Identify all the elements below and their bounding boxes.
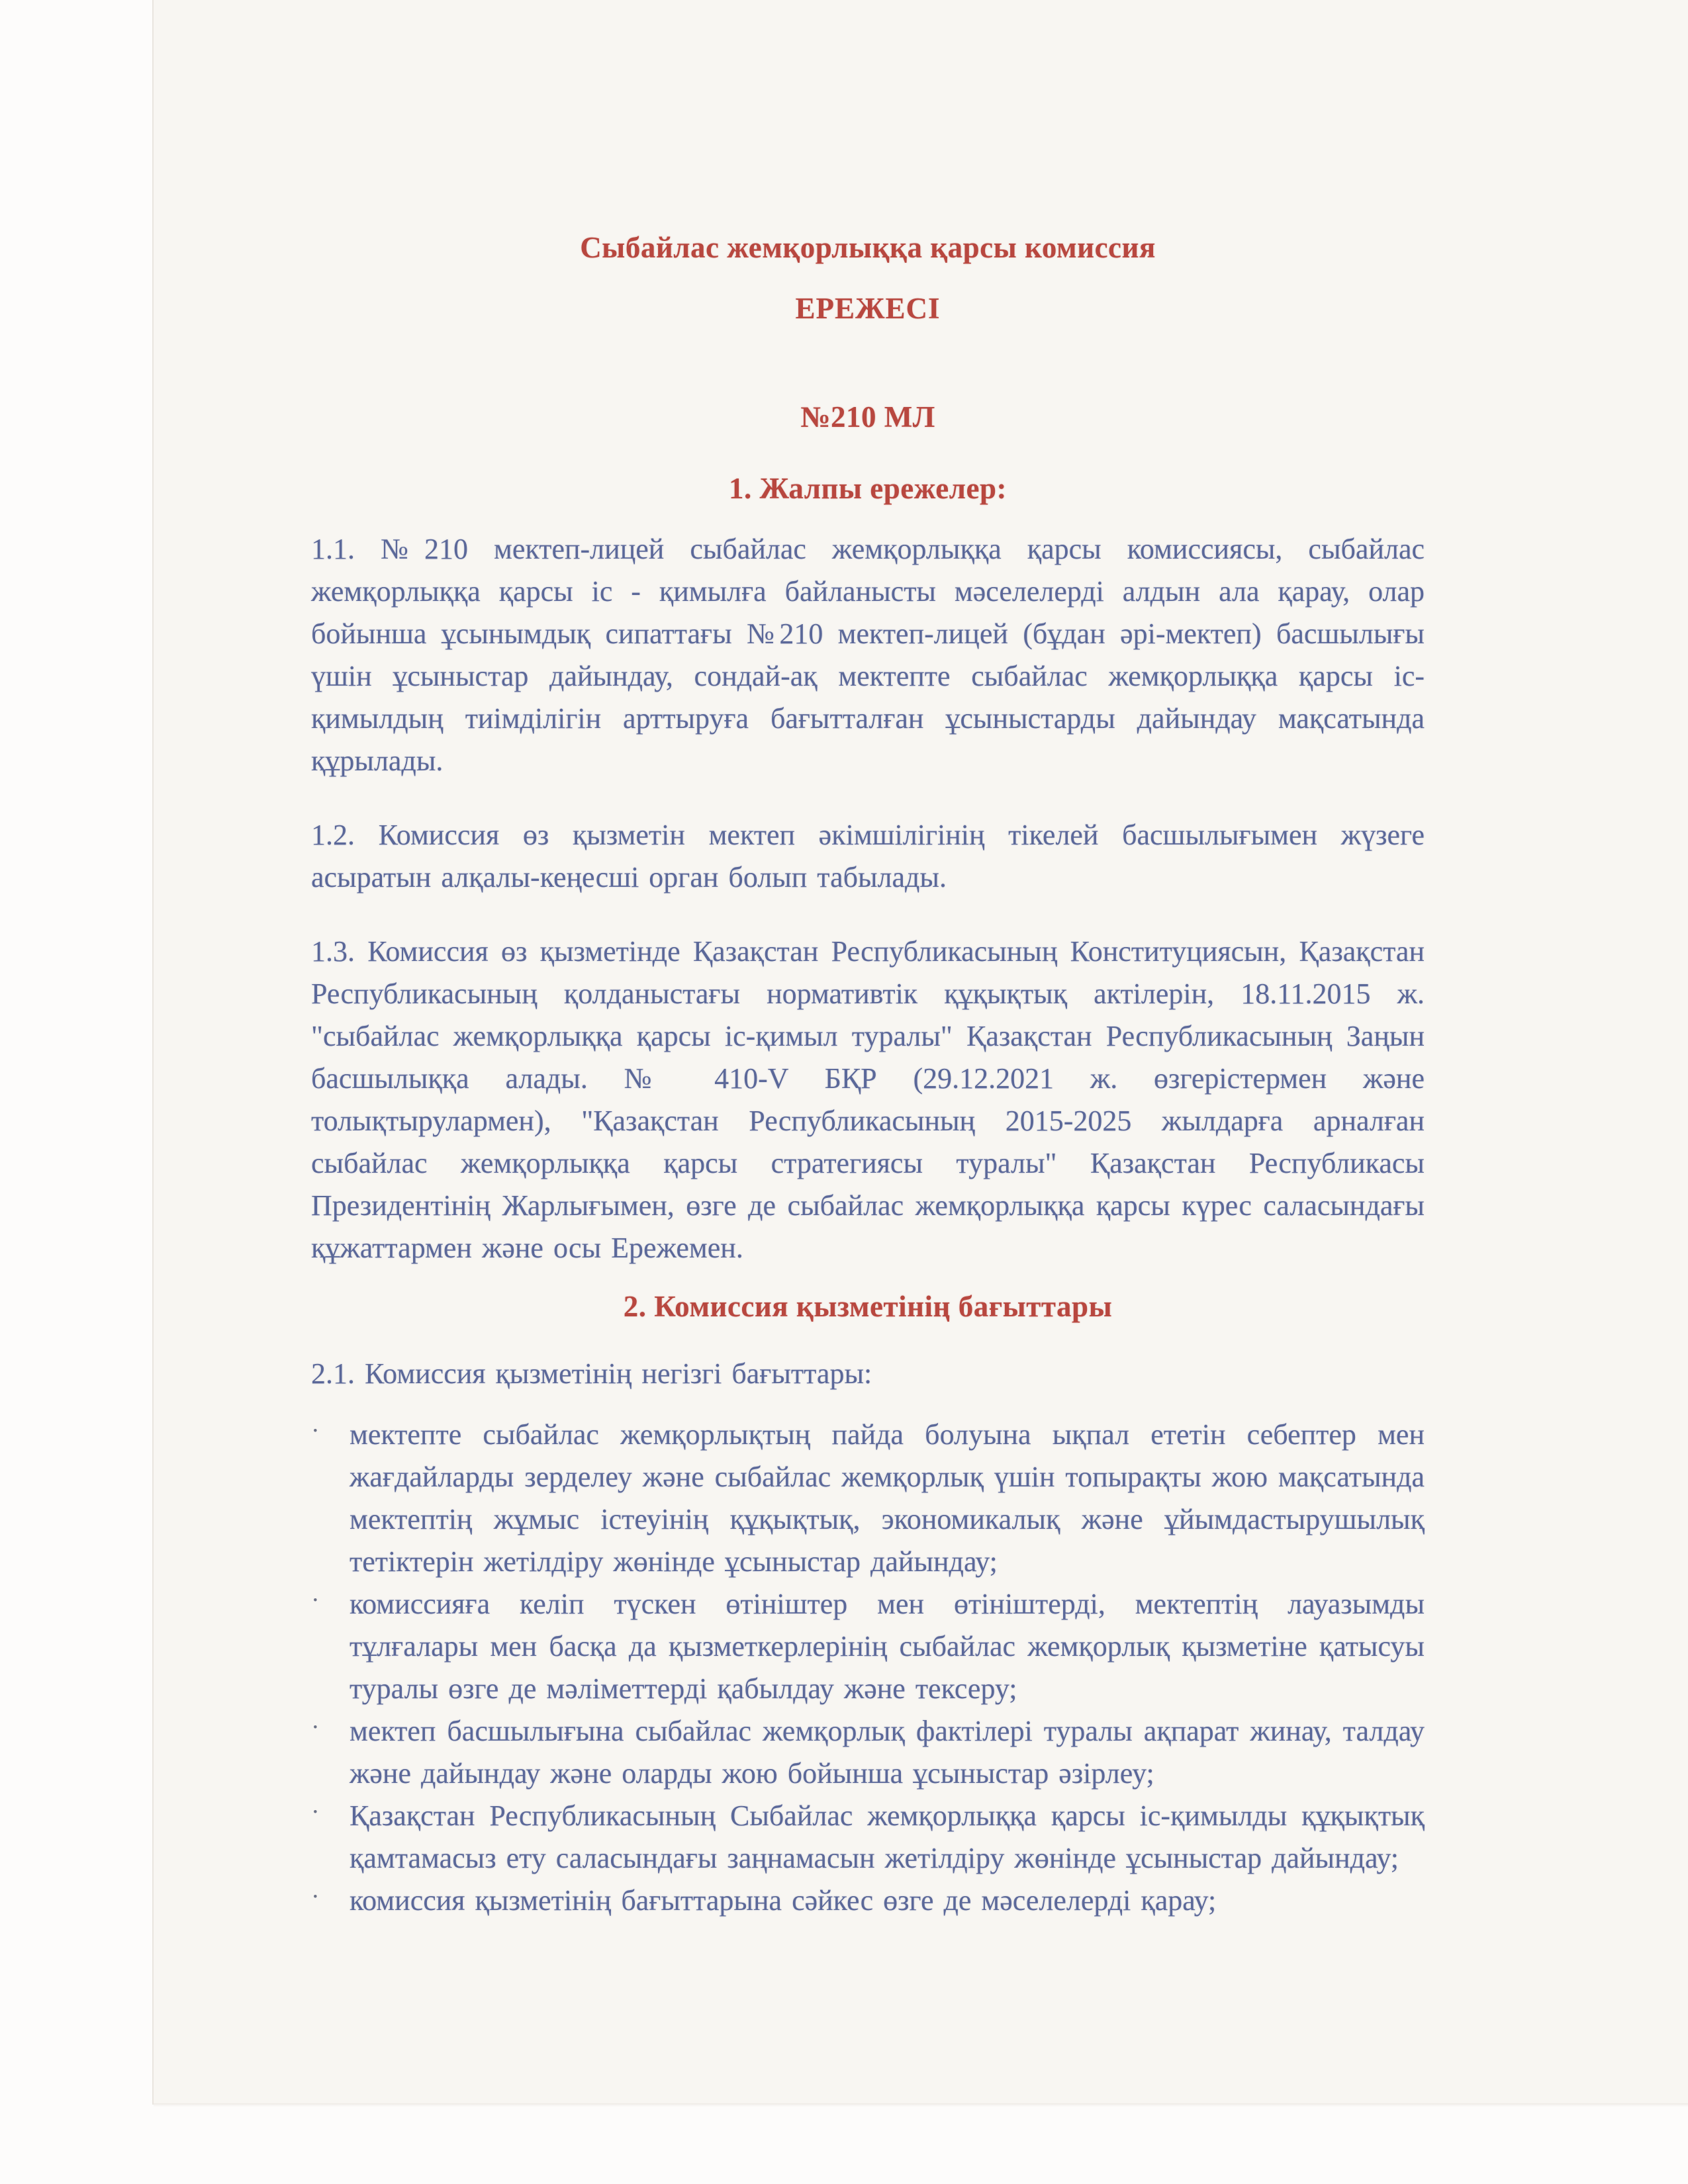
list-item-text: мектеп басшылығына сыбайлас жемқорлық фактілері туралы ақпарат жинау, талдау және дайындау және оларды жою бойынша ұсыныстар әзірлеу; xyxy=(350,1715,1425,1790)
list-item-text: мектепте сыбайлас жемқорлықтың пайда болуына ықпал ететін себептер мен жағдайларды зерделеу және сыбайлас жемқорлық үшін топырақты жою мақсатында мектептің жұмыс істеуінің құқықтық, экономикалық және ұйымдастырушылық тетіктерін жетілдіру жөнінде ұсыныстар дайындау; xyxy=(350,1418,1425,1578)
list-item-text: комиссия қызметінің бағыттарына сәйкес өзге де мәселелерді қарау; xyxy=(350,1884,1217,1917)
directions-list xyxy=(311,1414,1425,1922)
document-number: №210 МЛ xyxy=(800,400,935,433)
bullet-marker-icon: · xyxy=(311,1417,320,1445)
document-title: Сыбайлас жемқорлыққа қарсы комиссия xyxy=(580,231,1156,264)
paragraph-1-1: 1.1. №210 мектеп-лицей сыбайлас жемқорлыққа қарсы комиссиясы, сыбайлас жемқорлыққа қарсы іс - қимылға байланысты мәселелерді алдын ала қарау, олар бойынша ұсынымдық сипаттағы №210 мектеп-лицей (бұдан әрі-мектеп) басшылығы үшін ұсыныстар дайындау, сондай-ақ мектепте сыбайлас жемқорлыққа қарсы іс-қимылдың тиімділігін арттыруға бағытталған ұсыныстарды дайындау мақсатында құрылады. xyxy=(311,533,1425,777)
document-subtitle: ЕРЕЖЕСІ xyxy=(795,292,941,325)
list-item xyxy=(311,1795,1425,1880)
list-item xyxy=(311,1710,1425,1795)
bullet-marker-icon: · xyxy=(311,1713,320,1741)
list-item xyxy=(311,1880,1425,1922)
paragraph-1-2: 1.2. Комиссия өз қызметін мектеп әкімшілігінің тікелей басшылығымен жүзеге асыратын алқалы-кеңесші орган болып табылады. xyxy=(311,819,1425,893)
list-item-text: комиссияға келіп түскен өтініштер мен өтініштерді, мектептің лауазымды тұлғалары мен басқа да қызметкерлерінің сыбайлас жемқорлық қызметіне қатысуы туралы өзге де мәліметтерді қабылдау және тексеру; xyxy=(350,1588,1425,1705)
document-page xyxy=(152,0,1688,2105)
paragraph-1-3: 1.3. Комиссия өз қызметінде Қазақстан Республикасының Конституциясын, Қазақстан Республикасының қолданыстағы нормативтік құқықтық актілерін, 18.11.2015 ж. "сыбайлас жемқорлыққа қарсы іс-қимыл туралы" Қазақстан Республикасының Заңын басшылыққа алады. № 410-V БҚР (29.12.2021 ж. өзгерістермен және толықтырулармен), "Қазақстан Республикасының 2015-2025 жылдарға арналған сыбайлас жемқорлыққа қарсы стратегиясы туралы" Қазақстан Республикасы Президентінің Жарлығымен, өзге де сыбайлас жемқорлыққа қарсы күрес саласындағы құжаттармен және осы Ережемен. xyxy=(311,935,1425,1264)
bullet-marker-icon: · xyxy=(311,1883,320,1911)
section-2-heading: 2. Комиссия қызметінің бағыттары xyxy=(623,1290,1113,1323)
document-content xyxy=(311,0,1425,1922)
list-item xyxy=(311,1583,1425,1710)
bullet-marker-icon: · xyxy=(311,1798,320,1826)
bullet-marker-icon: · xyxy=(311,1586,320,1614)
list-item-text: Қазақстан Республикасының Сыбайлас жемқорлыққа қарсы іс-қимылды құқықтық қамтамасыз ету саласындағы заңнамасын жетілдіру жөнінде ұсыныстар дайындау; xyxy=(350,1799,1425,1874)
section-1-heading: 1. Жалпы ережелер: xyxy=(728,472,1008,505)
list-item xyxy=(311,1414,1425,1583)
paragraph-2-1: 2.1. Комиссия қызметінің негізгі бағыттары: xyxy=(311,1357,872,1390)
